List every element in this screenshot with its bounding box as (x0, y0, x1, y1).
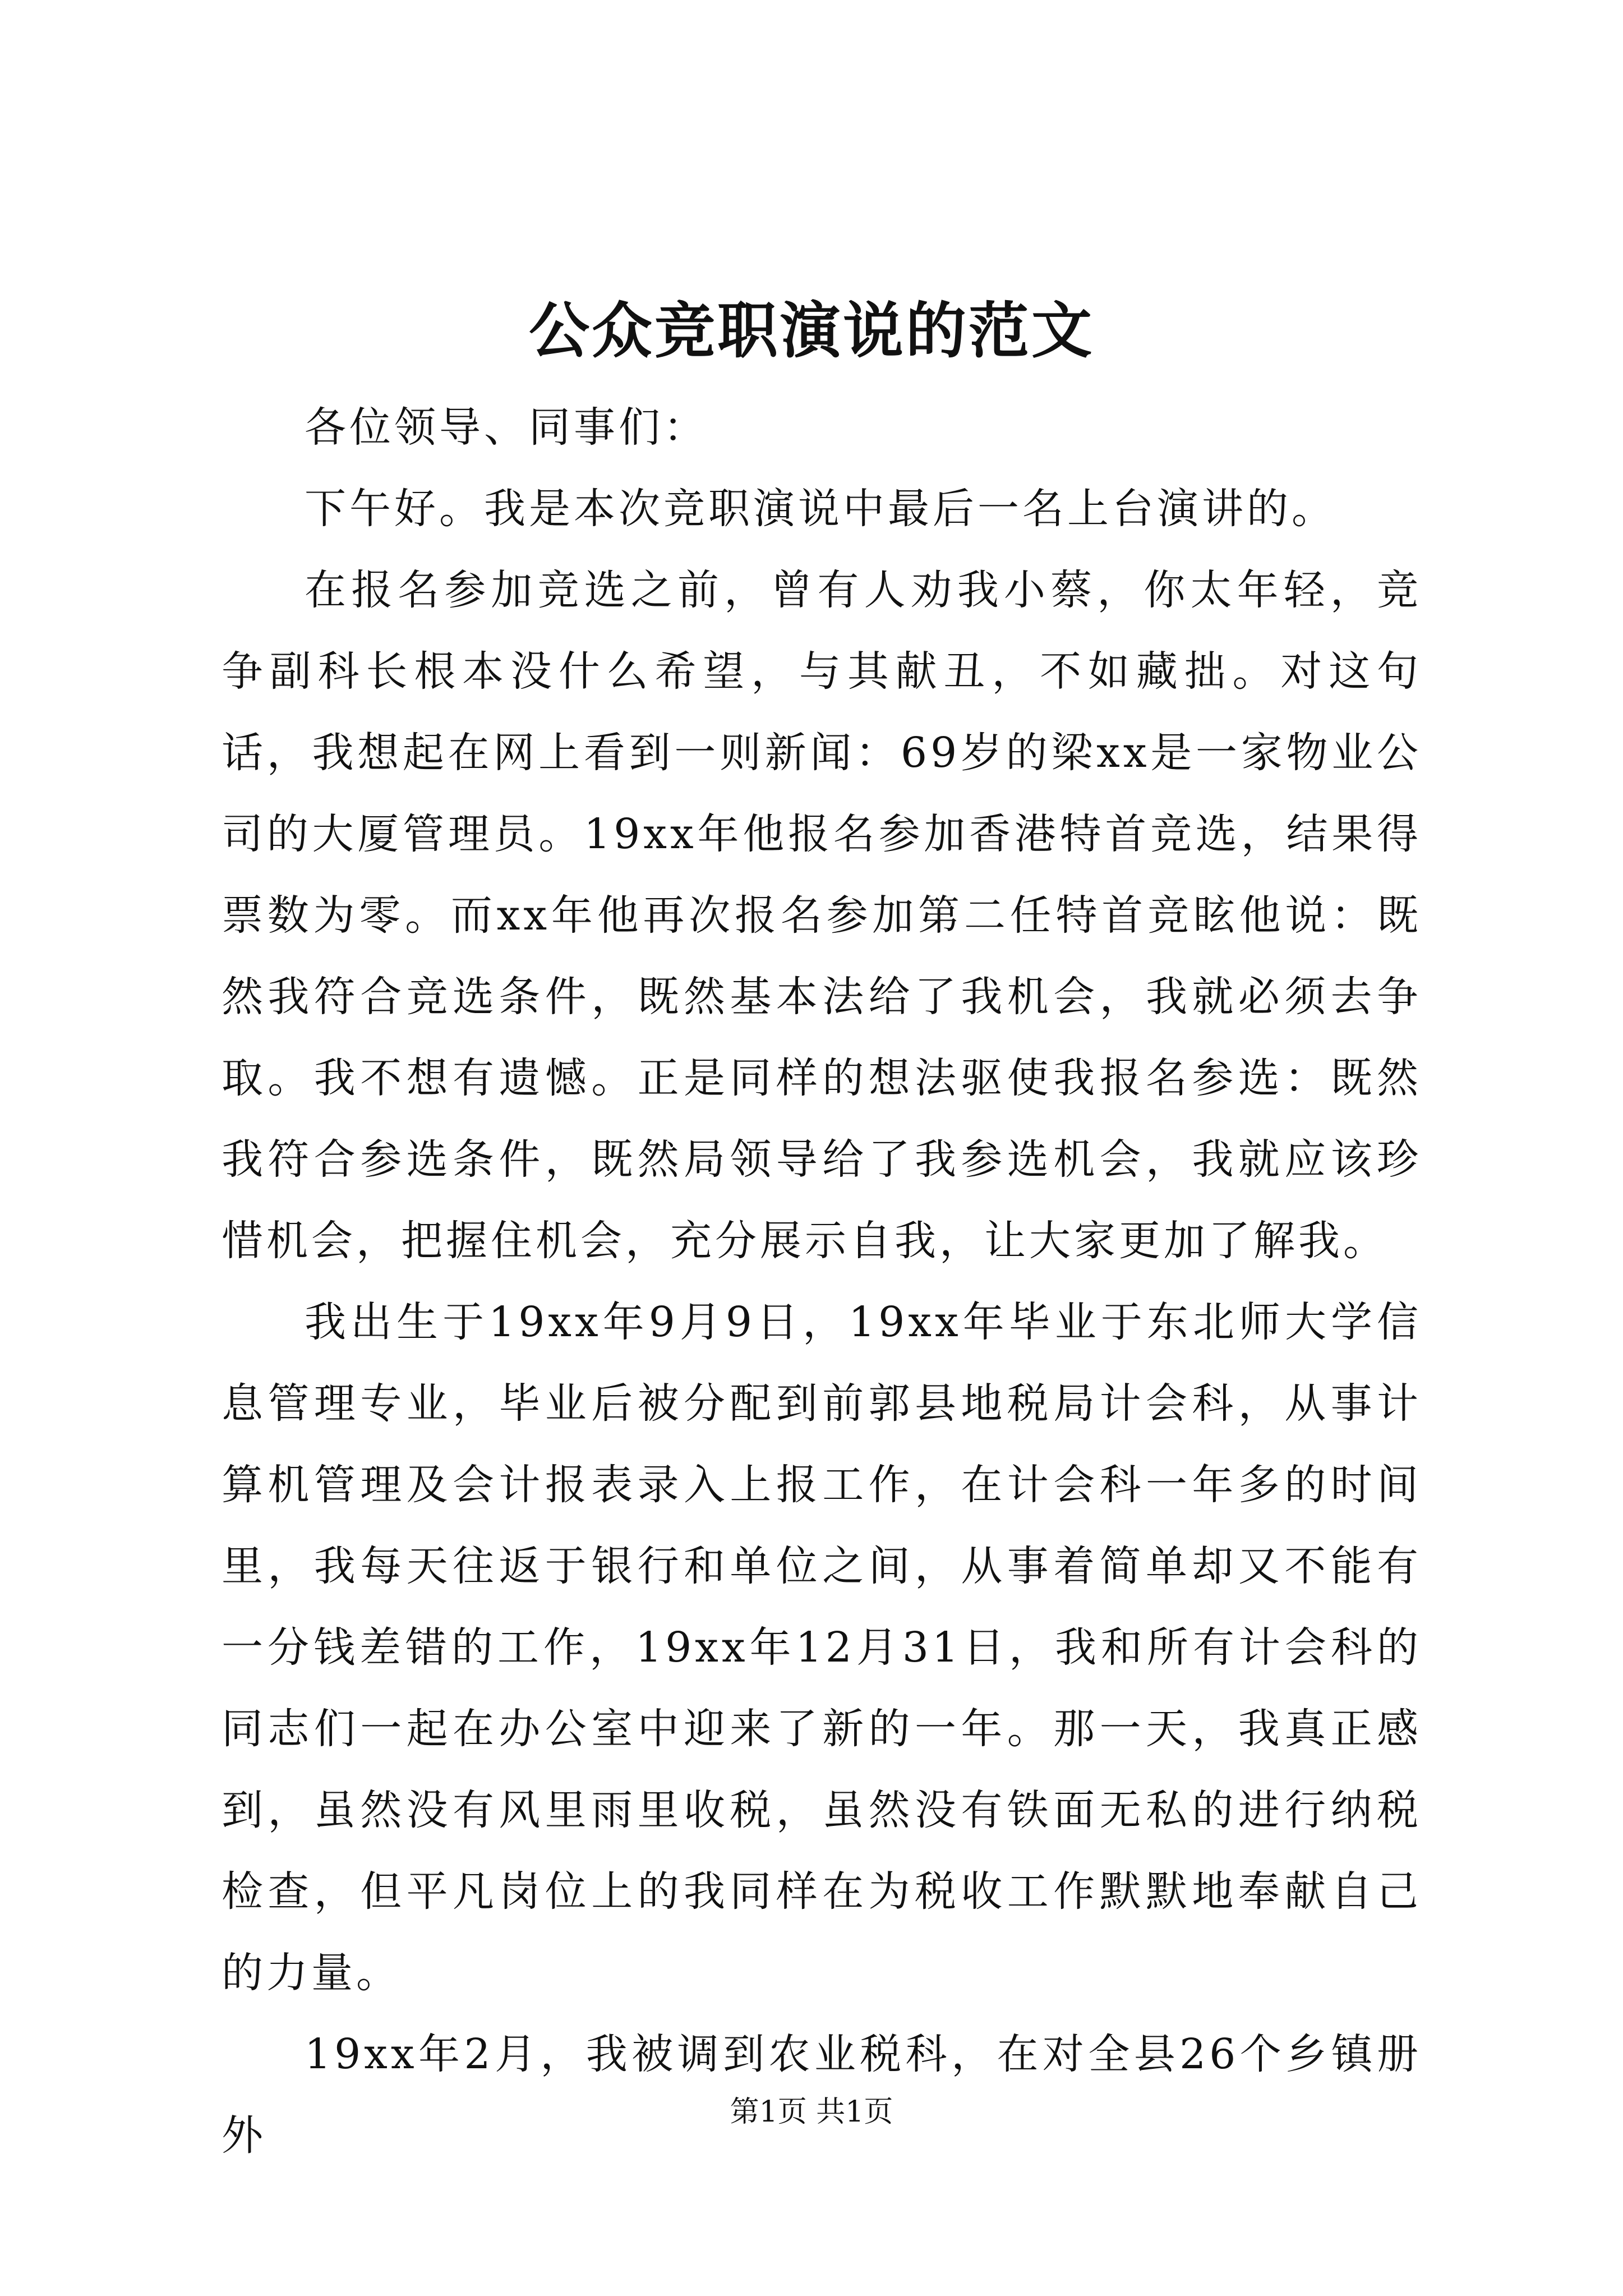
document-title: 公众竞职演说的范文 (528, 296, 1094, 366)
page-footer: 第1页 共1页 (730, 2095, 893, 2129)
paragraph-background: 我出生于19xx年9月9日，19xx年毕业于东北师大学信息管理专业，毕业后被分配到前郭县地税局计会科，从事计算机管理及会计报表录入上报工作，在计会科一年多的时间里，我每天往返于银行和单位之间，从事着简单却又不能有一分钱差错的工作，19xx年12月31日，我和所有计会科的同志们一起在办公室中迎来了新的一年。那一天，我真正感到，虽然没有风里雨里收税，虽然没有铁面无私的进行纳税检查，但平凡岗位上的我同样在为税收工作默默地奉献自己的力量。 (222, 1298, 1422, 1997)
paragraph-salutation: 各位领导、同事们： (305, 403, 708, 452)
document-body (222, 387, 1422, 2177)
paragraph-motivation: 在报名参加竞选之前，曾有人劝我小蔡，你太年轻，竞争副科长根本没什么希望，与其献丑，不如藏拙。对这句话，我想起在网上看到一则新闻：69岁的梁xx是一家物业公司的大厦管理员。19xx年他报名参加香港特首竞选，结果得票数为零。而xx年他再次报名参加第二任特首竞眩他说：既然我符合竞选条件，既然基本法给了我机会，我就必须去争取。我不想有遗憾。正是同样的想法驱使我报名参选：既然我符合参选条件，既然局领导给了我参选机会，我就应该珍惜机会，把握住机会，充分展示自我，让大家更加了解我。 (222, 566, 1422, 1265)
paragraph-transfer: 19xx年2月，我被调到农业税科，在对全县26个乡镇册外 (222, 2030, 1422, 2160)
paragraph-greeting: 下午好。我是本次竞职演说中最后一名上台演讲的。 (305, 485, 1336, 533)
